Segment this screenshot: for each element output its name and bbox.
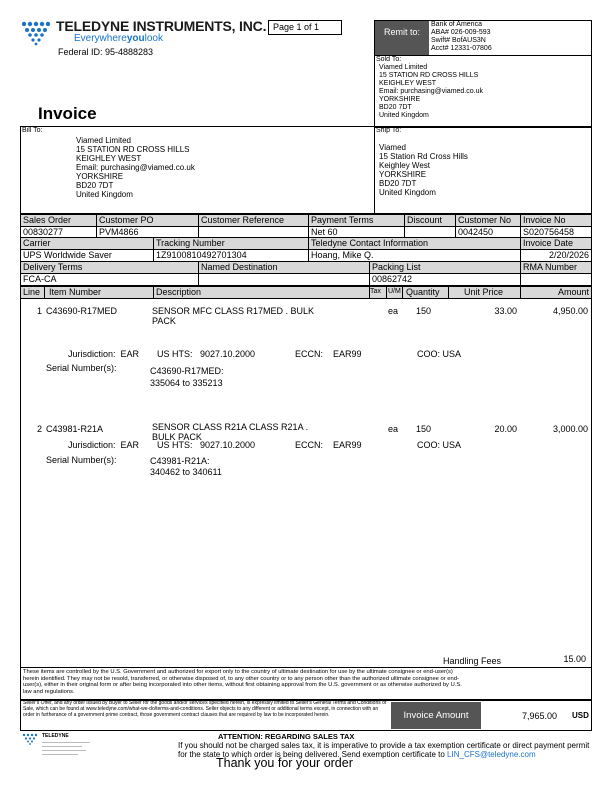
company-tagline (74, 33, 163, 44)
item-eccn: ECCN: EAR99 (295, 440, 362, 450)
tagline-part-a: Everywhere (74, 33, 127, 44)
invoice-amount-label-box (391, 702, 481, 729)
item-jurisdiction: Jurisdiction: EAR (68, 349, 140, 359)
line-col-header: Line (23, 287, 41, 297)
serial-numbers: C43690-R17MED: 335064 to 335213 (150, 366, 224, 388)
rma-number-header: RMA Number (523, 262, 578, 272)
item-jurisdiction: Jurisdiction: EAR (68, 440, 140, 450)
footer-logo-icon (22, 732, 40, 744)
item-description: SENSOR CLASS R21A CLASS R21A . BULK PACK (152, 422, 309, 442)
delivery-terms-value: FCA-CA (23, 274, 57, 284)
customer-no-header: Customer No (458, 215, 512, 225)
line-number: 2 (37, 424, 43, 434)
sold-to-address: Viamed Limited 15 STATION RD CROSS HILLS KEIGHLEY WEST Email: purchasing@viamed.co.uk YORKSHIRE BD20 7DT United Kingdom (379, 64, 483, 119)
teledyne-logo-icon (20, 20, 54, 46)
invoice-no-header: Invoice No (523, 215, 566, 225)
customer-po-header: Customer PO (99, 215, 154, 225)
amount-col-header: Amount (557, 287, 589, 297)
tax-exemption-email-link[interactable]: LIN_CFS@teledyne.com (447, 750, 536, 759)
tax-col-header: Tax (370, 288, 381, 295)
item-amount: 3,000.00 (552, 424, 588, 434)
description-col-header: Description (156, 287, 202, 297)
item-unit-price: 33.00 (494, 306, 517, 316)
terms-notice: Seller's Offer, and any order issued by Buyer to Seller for the goods and/or services specified herein, is expressly limited to Seller's General Terms and Conditions of Sale, which can be found at www.teledyne.com/what-we-do/terms-and-conditions. Seller objects to any different or additional terms except, in connection with an order in furtherance of a government prime contract, those government contract clauses that are required by law to be incorporated herein. (23, 700, 387, 718)
line-number: 1 (37, 306, 43, 316)
serial-numbers: C43981-R21A: 340462 to 340611 (150, 456, 222, 477)
item-quantity: 150 (416, 306, 432, 316)
tax-notice-body: If you should not be charged sales tax, it is imperative to provide a tax exemption certificate or direct payment permit for the state to which order is being delivered. Send exemption certificate to (178, 741, 590, 759)
contact-header: Teledyne Contact Information (311, 238, 429, 248)
tagline-part-c: look (144, 33, 163, 44)
serial-numbers-label: Serial Number(s): (46, 363, 117, 373)
sales-order-header: Sales Order (23, 215, 72, 225)
packing-list-header: Packing List (372, 262, 421, 272)
tracking-number-header: Tracking Number (156, 238, 225, 248)
contact-value: Hoang, Mike Q. (311, 250, 374, 260)
federal-id: Federal ID: 95-4888283 (58, 47, 154, 57)
payment-terms-value: Net 60 (311, 227, 338, 237)
thank-you-message: Thank you for your order (216, 756, 353, 770)
company-name: TELEDYNE INSTRUMENTS, INC. (56, 18, 267, 34)
um-col-header: U/M (388, 288, 401, 295)
quantity-col-header: Quantity (406, 287, 440, 297)
tracking-number-value: 1Z9100810492701304 (156, 250, 247, 260)
carrier-value: UPS Worldwide Saver (23, 250, 112, 260)
item-number-col-header: Item Number (49, 287, 102, 297)
ship-to-address: Viamed 15 Station Rd Cross Hills Keighley West YORKSHIRE BD20 7DT United Kingdom (379, 143, 468, 197)
carrier-header: Carrier (23, 238, 51, 248)
page-number: Page 1 of 1 (273, 22, 320, 32)
serial-numbers-label: Serial Number(s): (46, 455, 117, 465)
item-um: ea (388, 424, 399, 434)
item-coo: COO: USA (417, 349, 462, 359)
item-coo: COO: USA (417, 440, 462, 450)
item-eccn: ECCN: EAR99 (295, 349, 362, 359)
sold-to-label: Sold To: (376, 56, 402, 63)
tagline-part-b: you (126, 33, 145, 44)
remit-to-label: Remit to: (375, 21, 429, 55)
ship-to-label: Ship To: (376, 127, 402, 134)
handling-fees-value: 15.00 (563, 654, 586, 664)
handling-fees-label: Handling Fees (443, 656, 502, 666)
named-destination-header: Named Destination (201, 262, 278, 272)
invoice-date-value: 2/20/2026 (548, 250, 589, 260)
tax-notice-title: ATTENTION: REGARDING SALES TAX (218, 732, 355, 741)
item-unit-price: 20.00 (494, 424, 517, 434)
delivery-terms-header: Delivery Terms (23, 262, 83, 272)
item-amount: 4,950.00 (552, 306, 588, 316)
unit-price-col-header: Unit Price (464, 287, 504, 297)
item-quantity: 150 (416, 424, 432, 434)
customer-po-value: PVM4866 (99, 227, 139, 237)
invoice-amount-currency: USD (572, 711, 589, 720)
payment-terms-header: Payment Terms (311, 215, 374, 225)
discount-header: Discount (407, 215, 443, 225)
item-number: C43981-R21A (46, 424, 104, 434)
customer-no-value: 0042450 (458, 227, 494, 237)
item-number: C43690-R17MED (46, 306, 118, 316)
bill-to-label: Bill To: (22, 127, 43, 134)
customer-reference-header: Customer Reference (201, 215, 285, 225)
invoice-no-value: S020756458 (523, 227, 575, 237)
sales-order-value: 00830277 (23, 227, 64, 237)
remit-bank-details: Bank of America ABA# 026-009-593 Swift# BofAUS3N Acct# 12331-07806 (431, 21, 492, 52)
invoice-amount-value: 7,965.00 (522, 711, 558, 721)
item-hts: US HTS: 9027.10.2000 (157, 349, 256, 359)
page-title: Invoice (38, 104, 97, 123)
footer-logo-fineprint (42, 740, 90, 758)
invoice-amount-label: Invoice Amount (403, 710, 469, 721)
item-um: ea (388, 306, 399, 316)
item-description: SENSOR MFC CLASS R17MED . BULK PACK (152, 306, 315, 326)
export-notice: These items are controlled by the U.S. Government and authorized for export only to the country of ultimate destination for use by the ultimate consignee or end-user(s) herein identified. They may not be resold, transferred, or otherwise disposed of, to any other country or to any person other than the authorized ultimate consignee or end-user(s), either in their original form or after being incorporated into other items, without first obtaining approval from the U.S. government or as otherwise authorized by U.S. law and regulations. (23, 669, 462, 695)
packing-list-value: 00862742 (372, 274, 413, 284)
item-hts: US HTS: 9027.10.2000 (157, 440, 256, 450)
page-number-box (268, 20, 342, 35)
invoice-date-header: Invoice Date (523, 238, 574, 248)
footer-logo-text: TELEDYNE (42, 733, 69, 739)
bill-to-address: Viamed Limited 15 STATION RD CROSS HILLS KEIGHLEY WEST Email: purchasing@viamed.co.uk YORKSHIRE BD20 7DT United Kingdom (76, 136, 195, 199)
